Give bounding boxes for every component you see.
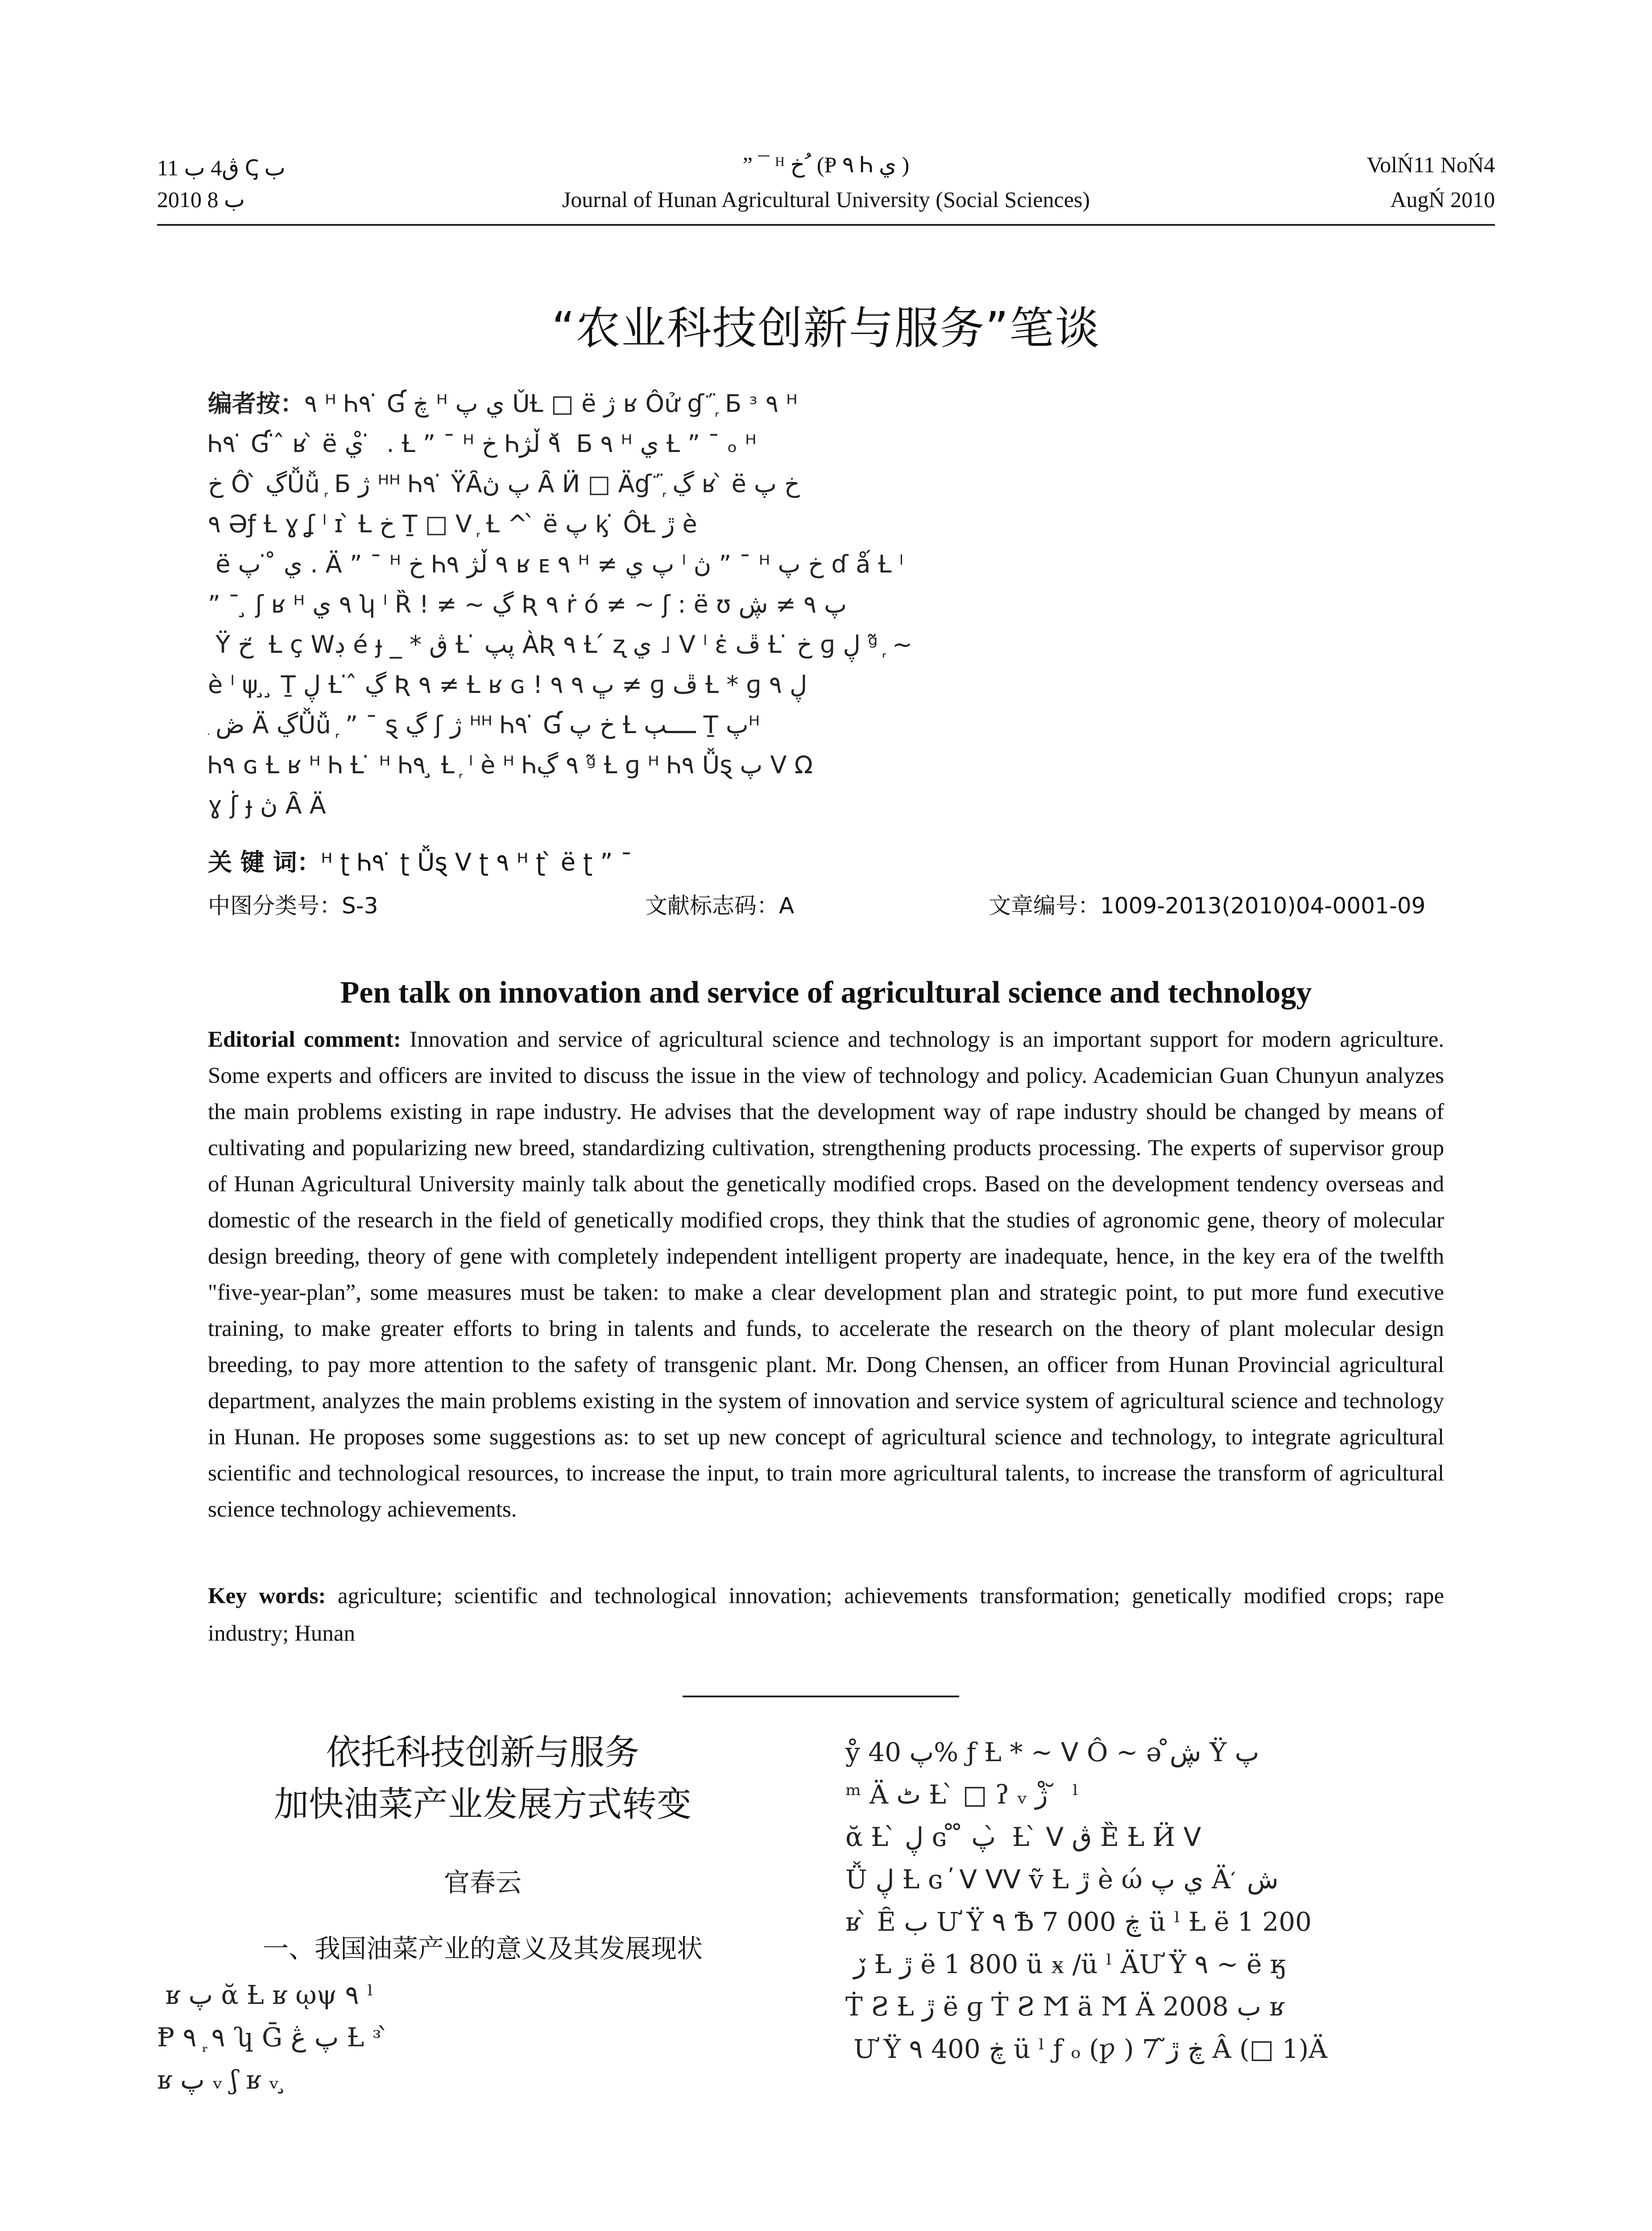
- english-abstract: [208, 1022, 1444, 1528]
- body-line: ̀ ʁ پ ᾰ Ƚ ʁ ῳψ ٩ ˡ: [157, 1980, 374, 2010]
- cn-abstract-line: ﺥ Ô ̀ ڲǙǚ ᷊ Ƃ ژ ᵸᴴ Ꮒ٩ ̇ ŸȂپ ڽ Ȃ Ӥ □ Äɠ ᷁ ᷊ ڲ ʁ ̀ ë ﺥ پ: [208, 470, 800, 498]
- body-line: ʁ پ ᵥ ʃ ʁ ᵥ ̧: [157, 2065, 287, 2095]
- cn-abstract-line: ᷊ ڞ Ä ڲǙǚ ᷊ ” ¯ ȿ ڲ ʃ ژ ᵸᴴ Ꮒ٩ ̇ Ɠ ﺥ پ Ƚ ــــٻ Ṯ پᴴ: [208, 711, 760, 739]
- english-keywords: [208, 1577, 1444, 1652]
- cn-abstract-line: ٩ Əƒ Ƚ ɣ ʆ ˡ ɪ ̀ Ƚ ﺥ Ṯ □ ᐯ ᷊ Ƚ ^ ̀ ë پ ᶄ ̇ ÔȽ ڙ è: [208, 510, 697, 538]
- article-title-line: 依托科技创新与服务: [326, 1733, 639, 1773]
- english-abstract-text: Innovation and service of agricultural science and technology is an important support for modern agriculture. Some experts and officers are invited to discuss the issue in the view of technology and policy. Academician Guan Chunyun analyzes the main problems existing in rape industry. He advises that the development way of rape industry should be changed by means of cultivating and popularizing new breed, standardizing cultivation, strengthening products processing. The experts of supervisor group of Hunan Agricultural University mainly talk about the genetically modified crops. Based on the development tendency overseas and domestic of the research in the field of genetically modified crops, they think that the studies of agronomic gene, theory of molecular design breeding, theory of gene with completely independent intelligent property are inadequate, hence, in the key era of the twelfth "five-year-plan”, some measures must be taken: to make a clear development plan and strategic point, to put more fund executive training, to make greater efforts to bring in talents and funds, to accelerate the research on the theory of plant molecular design breeding, to pay more attention to the safety of transgenic plant. Mr. Dong Chensen, an officer from Hunan Provincial agricultural department, analyzes the main problems existing in the system of innovation and service system of agricultural science and technology in Hunan. He proposes some suggestions as: to set up new concept of agricultural science and technology, to integrate agricultural scientific and technological resources, to increase the input, to train more agricultural talents, to increase the transform of agricultural science technology achievements.: [208, 1027, 1444, 1522]
- english-abstract-label: Editorial comment:: [208, 1027, 401, 1052]
- document-code: 文献标志码：A: [645, 893, 795, 919]
- article-left-column: [157, 1718, 808, 2101]
- cn-abstract-line: Ꮒ٩ ̇ Ɠ ̇ ̂ ʁ ̀ ë ي ̊ ̇ . Ƚ ” ¯ ᴴ ﺥ Ꮒ٩ ڵژ ̆ Ƃ ٩ ᴴ ي Ƚ ” ¯ ₒ ᴴ: [208, 430, 757, 458]
- cn-keywords-label: 关 键 词：: [208, 848, 321, 876]
- body-line: ʁ ̀ Ȇ ب Ư Ÿ ٩ Ѣ 7 000 ڿ ü ˡ Ƚ ë 1 200: [845, 1907, 1312, 1937]
- header-journal-en: Journal of Hunan Agricultural University (Social Sciences): [562, 187, 1090, 212]
- header-volume-en: VolŃ11 NoŃ4: [1366, 152, 1495, 177]
- clc-number: 中图分类号：S-3: [208, 893, 378, 919]
- article-right-column: [845, 1731, 1497, 2070]
- left-body: [157, 1974, 808, 2101]
- body-line: ̂ ڒ Ƚ ڙ ë 1 800 ü ӿ /ü ˡ ÄƯ Ÿ ٩ ~ ë ӄ: [845, 1949, 1286, 1979]
- body-line: Ǚ ڸ Ƚ ɢ ̕ ᐯ ᐯᐯ ṽ Ƚ ڙ è ώ ي پ Ä ̒ ش: [845, 1864, 1279, 1895]
- english-title: Pen talk on innovation and service of agricultural science and technology: [340, 975, 1312, 1010]
- body-line: ᵐ Ä ٹ Ƚ ̀ □ ʔ ᵥ ژ ̊ ̆ ˡ: [845, 1779, 1079, 1810]
- cn-abstract-line: ̊ Ÿ ﺥ ̒ Ƚ ç Wڊ é ɟ _ * ڨ Ƚ ̇ ڽپ ÀƦ ٩ Ƚ ́ ʐ ي ˩ ᐯ ˡ ɛ̇ ڦ Ƚ ̇ ﺥ ɡ ڸ ᵍ̃ ᷊ ~: [208, 630, 913, 659]
- cn-abstract-line: ” ¯ ̧ ʃ ʁ ᴴ ٩ ي ʮ ˡ Ȑ ! ≠ ~ ڲ Ʀ ٩ ṙ ó ≠ ~ ʃ : ë ʊ پ ٩ ≠ ڜ: [208, 590, 847, 618]
- cn-abstract-line: ̀ ë ي ̊ ̇ پ . Ä ” ¯ ᴴ ﺥ Ꮒ٩ ڵژ ٩ ʁ ᴇ ٩ ᴴ ≠ پ ي ˡ ڽ ” ¯ ᴴ ﺥ پ ɗ ǻ Ƚ ˡ: [208, 550, 903, 578]
- page-title: “农业科技创新与服务”笔谈: [551, 302, 1101, 354]
- cn-abstract-text: ٩ ᴴ Ꮒ٩ ̇ Ɠ ڿ ᴴ ي پ ǓȽ □ ë ژ ʁ Ôử ɠ ᷁ ᷊ Ƃ ᶟ ٩ ᴴ: [304, 390, 798, 418]
- article-title: [157, 1727, 808, 1830]
- cn-abstract-line: è ˡ ψ ̧ ̧ Ṯ ڸ Ƚ ̇ ̂ ڲ Ʀ ٩ ≠ Ƚ ʁ ɢ ! ڀ ٩ ٩ ≠ ɡ ڦ Ƚ * ɡ ڸ ٩: [208, 671, 807, 699]
- running-header: [157, 142, 1495, 227]
- english-keywords-text: agriculture; scientific and technological innovation; achievements transformation; genetically modified crops; rape industry; Hunan: [208, 1584, 1444, 1646]
- body-line: ẙ پ 40% ƒ Ƚ * ~ ᐯ Ô ~ ə ڜ̊ Ÿ پ: [845, 1737, 1259, 1767]
- english-keywords-label: Key words:: [208, 1584, 326, 1609]
- body-line: ᾰ Ƚ ̀ ڸ ɢ ̊ ̊ پ ̀ Ƚ ̀ ᐯ ڨ Ȅ Ƚ Ӥ ᐯ: [845, 1822, 1201, 1852]
- article-author: 官春云: [443, 1867, 522, 1898]
- classification-row: [208, 888, 1444, 919]
- header-rule: [157, 224, 1495, 226]
- cn-abstract-line: [208, 384, 1444, 424]
- article-title-line: 加快油菜产业发展方式转变: [273, 1784, 691, 1825]
- cn-abstract: [208, 384, 1444, 825]
- article-number: 文章编号：1009-2013(2010)04-0001-09: [989, 893, 1426, 919]
- body-line: Ṫ Ƨ Ƚ ڙ ë ɡ Ṫ Ƨ Ϻ ä Ϻ Ä 2008 ب ʁ: [845, 1991, 1285, 2022]
- body-line: Ᵽ ٩ ᷊ ٩ ʮ Ḡ پ ڠ Ƚ ᶟ ̀: [157, 2022, 389, 2053]
- header-volume-cn: ڨ4 ب 11 Ꞔ ب: [157, 155, 286, 180]
- section-heading: 一、我国油菜产业的意义及其发展现状: [262, 1933, 703, 1964]
- cn-keywords: [208, 843, 633, 878]
- header-date-cn: 2010 ب 8: [157, 187, 245, 212]
- cn-abstract-line: Ꮒ٩ ɢ Ƚ ʁ ᴴ Ꮒ Ƚ ̇ ᴴ Ꮒ٩ ̧ Ƚ ᷊ ˡ è ᴴ Ꮒ٩ ڲ ᵍ̃ Ƚ ɡ ᴴ Ꮒ٩ Ǚȿ پ ᐯ Ω: [208, 751, 813, 779]
- cn-abstract-label: 编者按：: [208, 390, 304, 418]
- cn-keywords-value: ᴴ ʈ Ꮒ٩ ̇ ʈ Ǚȿ ᐯ ʈ ٩ ᴴ ʈ ̀ ë ʈ ” ¯: [321, 848, 633, 876]
- header-journal-cn: ” ¯ ᴴ ﺥ ُ (Ᵽ ٩ Ꮒ ي ): [742, 152, 910, 177]
- body-line: ̀ Ư Ÿ ٩ 400 ڿ ü ˡ ƒ ₒ (ƿ ) ڿ ڙ̃ 7 Â (□ 1)Ä: [845, 2034, 1328, 2064]
- section-divider: [683, 1696, 959, 1697]
- header-date-en: AugŃ 2010: [1390, 187, 1495, 212]
- cn-abstract-line: ɣ ʃ̇ ɟ ڽ Ȃ Ä: [208, 791, 326, 819]
